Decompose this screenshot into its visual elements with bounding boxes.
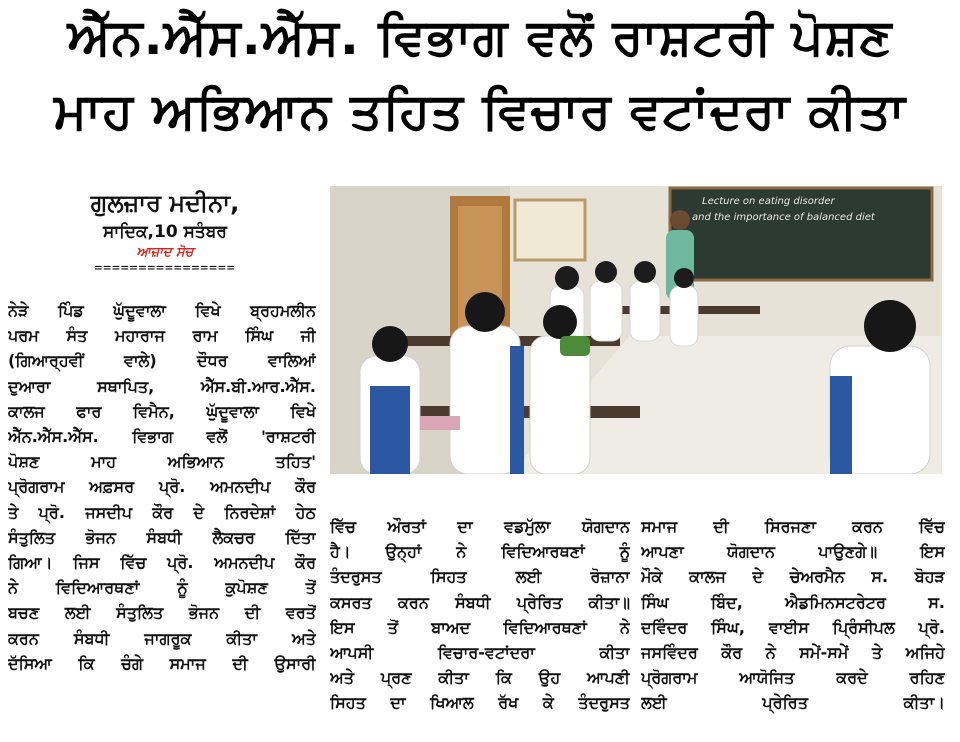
article-line: ਤੇ ਪ੍ਰੋ. ਜਸਦੀਪ ਕੌਰ ਦੇ ਨਿਰਦੇਸ਼ਾਂ ਹੇਠ: [8, 502, 316, 522]
article-line: ਆਪਸੀ ਵਿਚਾਰ-ਵਟਾਂਦਰਾ ਕੀਤਾ: [330, 643, 630, 663]
article-line: ਸੰਤੁਲਿਤ ਭੋਜਨ ਸੰਬਧੀ ਲੈਕਚਰ ਦਿੱਤਾ: [8, 527, 316, 547]
byline-source-logo: ਆਜ਼ਾਦ ਸੋਚ: [136, 245, 194, 260]
article-column-1: [8, 298, 316, 676]
article-line: ਐੱਨ.ਐੱਸ.ਐੱਸ. ਵਿਭਾਗ ਵਲੋਂ 'ਰਾਸ਼ਟਰੀ: [8, 427, 316, 447]
article-line: ਦੱਸਿਆ ਕਿ ਚੰਗੇ ਸਮਾਜ ਦੀ ਉਸਾਰੀ: [8, 653, 316, 673]
headline-line-2: ਮਾਹ ਅਭਿਆਨ ਤਹਿਤ ਵਿਚਾਰ ਵਟਾਂਦਰਾ ਕੀਤਾ: [54, 82, 906, 140]
article-line: ਸਿਹਤ ਦਾ ਖਿਆਲ ਰੱਖ ਕੇ ਤੰਦਰੁਸਤ: [330, 693, 630, 713]
headline-line-1: ਐੱਨ.ਐੱਸ.ਐੱਸ. ਵਿਭਾਗ ਵਲੋਂ ਰਾਸ਼ਟਰੀ ਪੋਸ਼ਣ: [67, 8, 893, 66]
article-line: ਲਈ ਪ੍ਰੇਰਿਤ ਕੀਤਾ।: [641, 693, 945, 713]
classroom-photo: [330, 186, 942, 474]
article-line: ਕਾਲਜ ਫਾਰ ਵਿਮੈਨ, ਘੁੱਦੂਵਾਲਾ ਵਿਖੇ: [8, 401, 316, 421]
article-line: ਤੰਦਰੁਸਤ ਸਿਹਤ ਲਈ ਰੋਜ਼ਾਨਾ: [330, 567, 630, 587]
article-line: ਨੇੜੇ ਪਿੰਡ ਘੁੱਦੂਵਾਲਾ ਵਿਖੇ ਬ੍ਰਹਮਲੀਨ: [8, 301, 316, 320]
article-line: ਪ੍ਰੋਗਰਾਮ ਅਫ਼ਸਰ ਪ੍ਰੋ. ਅਮਨਦੀਪ ਕੌਰ: [8, 477, 316, 497]
article-line: (ਗਿਆਰ੍ਹਵੀਂ ਵਾਲੇ) ਦੌਧਰ ਵਾਲਿਆਂ: [8, 351, 316, 371]
article-line: ਪਰਮ ਸੰਤ ਮਹਾਰਾਜ ਰਾਮ ਸਿੰਘ ਜੀ: [8, 326, 316, 346]
article-line: ਆਪਣਾ ਯੋਗਦਾਨ ਪਾਉਣਗੇ॥ ਇਸ: [641, 542, 945, 562]
article-line: ਕਸਰਤ ਕਰਨ ਸੰਬਧੀ ਪ੍ਰੇਰਿਤ ਕੀਤਾ॥: [330, 592, 630, 612]
article-line: ਕਰਨ ਸੰਬਧੀ ਜਾਗਰੂਕ ਕੀਤਾ ਅਤੇ: [8, 628, 316, 648]
byline-separator: ================: [94, 262, 236, 276]
article-line: ਅਤੇ ਪ੍ਰਣ ਕੀਤਾ ਕਿ ਉਹ ਆਪਣੀ: [330, 668, 630, 688]
byline-place-date: ਸਾਦਿਕ,10 ਸਤੰਬਰ: [103, 222, 227, 242]
blackboard-text-1: Lecture on eating disorder: [702, 196, 835, 207]
article-line: ਸਮਾਜ ਦੀ ਸਿਰਜਣਾ ਕਰਨ ਵਿੱਚ: [641, 517, 945, 536]
article-line: ਵਿੱਚ ਔਰਤਾਂ ਦਾ ਵਡਮੁੱਲਾ ਯੋਗਦਾਨ: [330, 517, 630, 536]
article-line: ਇਸ ਤੋਂ ਬਾਅਦ ਵਿਦਿਆਰਥਣਾਂ ਨੇ: [330, 617, 630, 637]
article-line: ਮੌਕੇ ਕਾਲਜ ਦੇ ਚੇਅਰਮੈਨ ਸ. ਬੋਹੜ: [641, 567, 945, 587]
article-line: ਪ੍ਰੋਗਰਾਮ ਆਯੋਜਿਤ ਕਰਦੇ ਰਹਿਣ: [641, 668, 945, 688]
article-line: ਹੈ। ਉਨ੍ਹਾਂ ਨੇ ਵਿਦਿਆਰਥਣਾਂ ਨੂੰ: [330, 542, 630, 562]
byline-author: ਗੁਲਜ਼ਾਰ ਮਦੀਨਾ,: [90, 189, 240, 217]
article-column-3: [641, 514, 945, 716]
article-line: ਜਸਵਿੰਦਰ ਕੌਰ ਨੇ ਸਮੇਂ-ਸਮੇਂ ਤੇ ਅਜਿਹੇ: [641, 643, 945, 663]
article-line: ਸਿੰਘ ਬਿੰਦ, ਐਡਮਿਨਸਟਰੇਟਰ ਸ.: [641, 592, 945, 612]
article-column-2: [330, 514, 630, 716]
headline: [0, 0, 960, 148]
byline: [6, 186, 324, 276]
article-line: ਪੋਸ਼ਣ ਮਾਹ ਅਭਿਆਨ ਤਹਿਤ': [8, 452, 316, 472]
article-line: ਬਚਣ ਲਈ ਸੰਤੁਲਿਤ ਭੋਜਨ ਦੀ ਵਰਤੋਂ: [8, 603, 316, 623]
article-line: ਨੇ ਵਿਦਿਆਰਥਣਾਂ ਨੂੰ ਕੁਪੋਸ਼ਣ ਤੋਂ: [8, 578, 316, 598]
article-line: ਦਵਿੰਦਰ ਸਿੰਘ, ਵਾਈਸ ਪ੍ਰਿੰਸੀਪਲ ਪ੍ਰੋ.: [641, 617, 945, 637]
article-line: ਗਿਆ। ਜਿਸ ਵਿੱਚ ਪ੍ਰੋ. ਅਮਨਦੀਪ ਕੌਰ: [8, 553, 316, 573]
article-line: ਦੁਆਰਾ ਸਥਾਪਿਤ, ਐੱਸ.ਬੀ.ਆਰ.ਐੱਸ.: [8, 376, 316, 396]
blackboard-text-2: and the importance of balanced diet: [692, 212, 875, 223]
